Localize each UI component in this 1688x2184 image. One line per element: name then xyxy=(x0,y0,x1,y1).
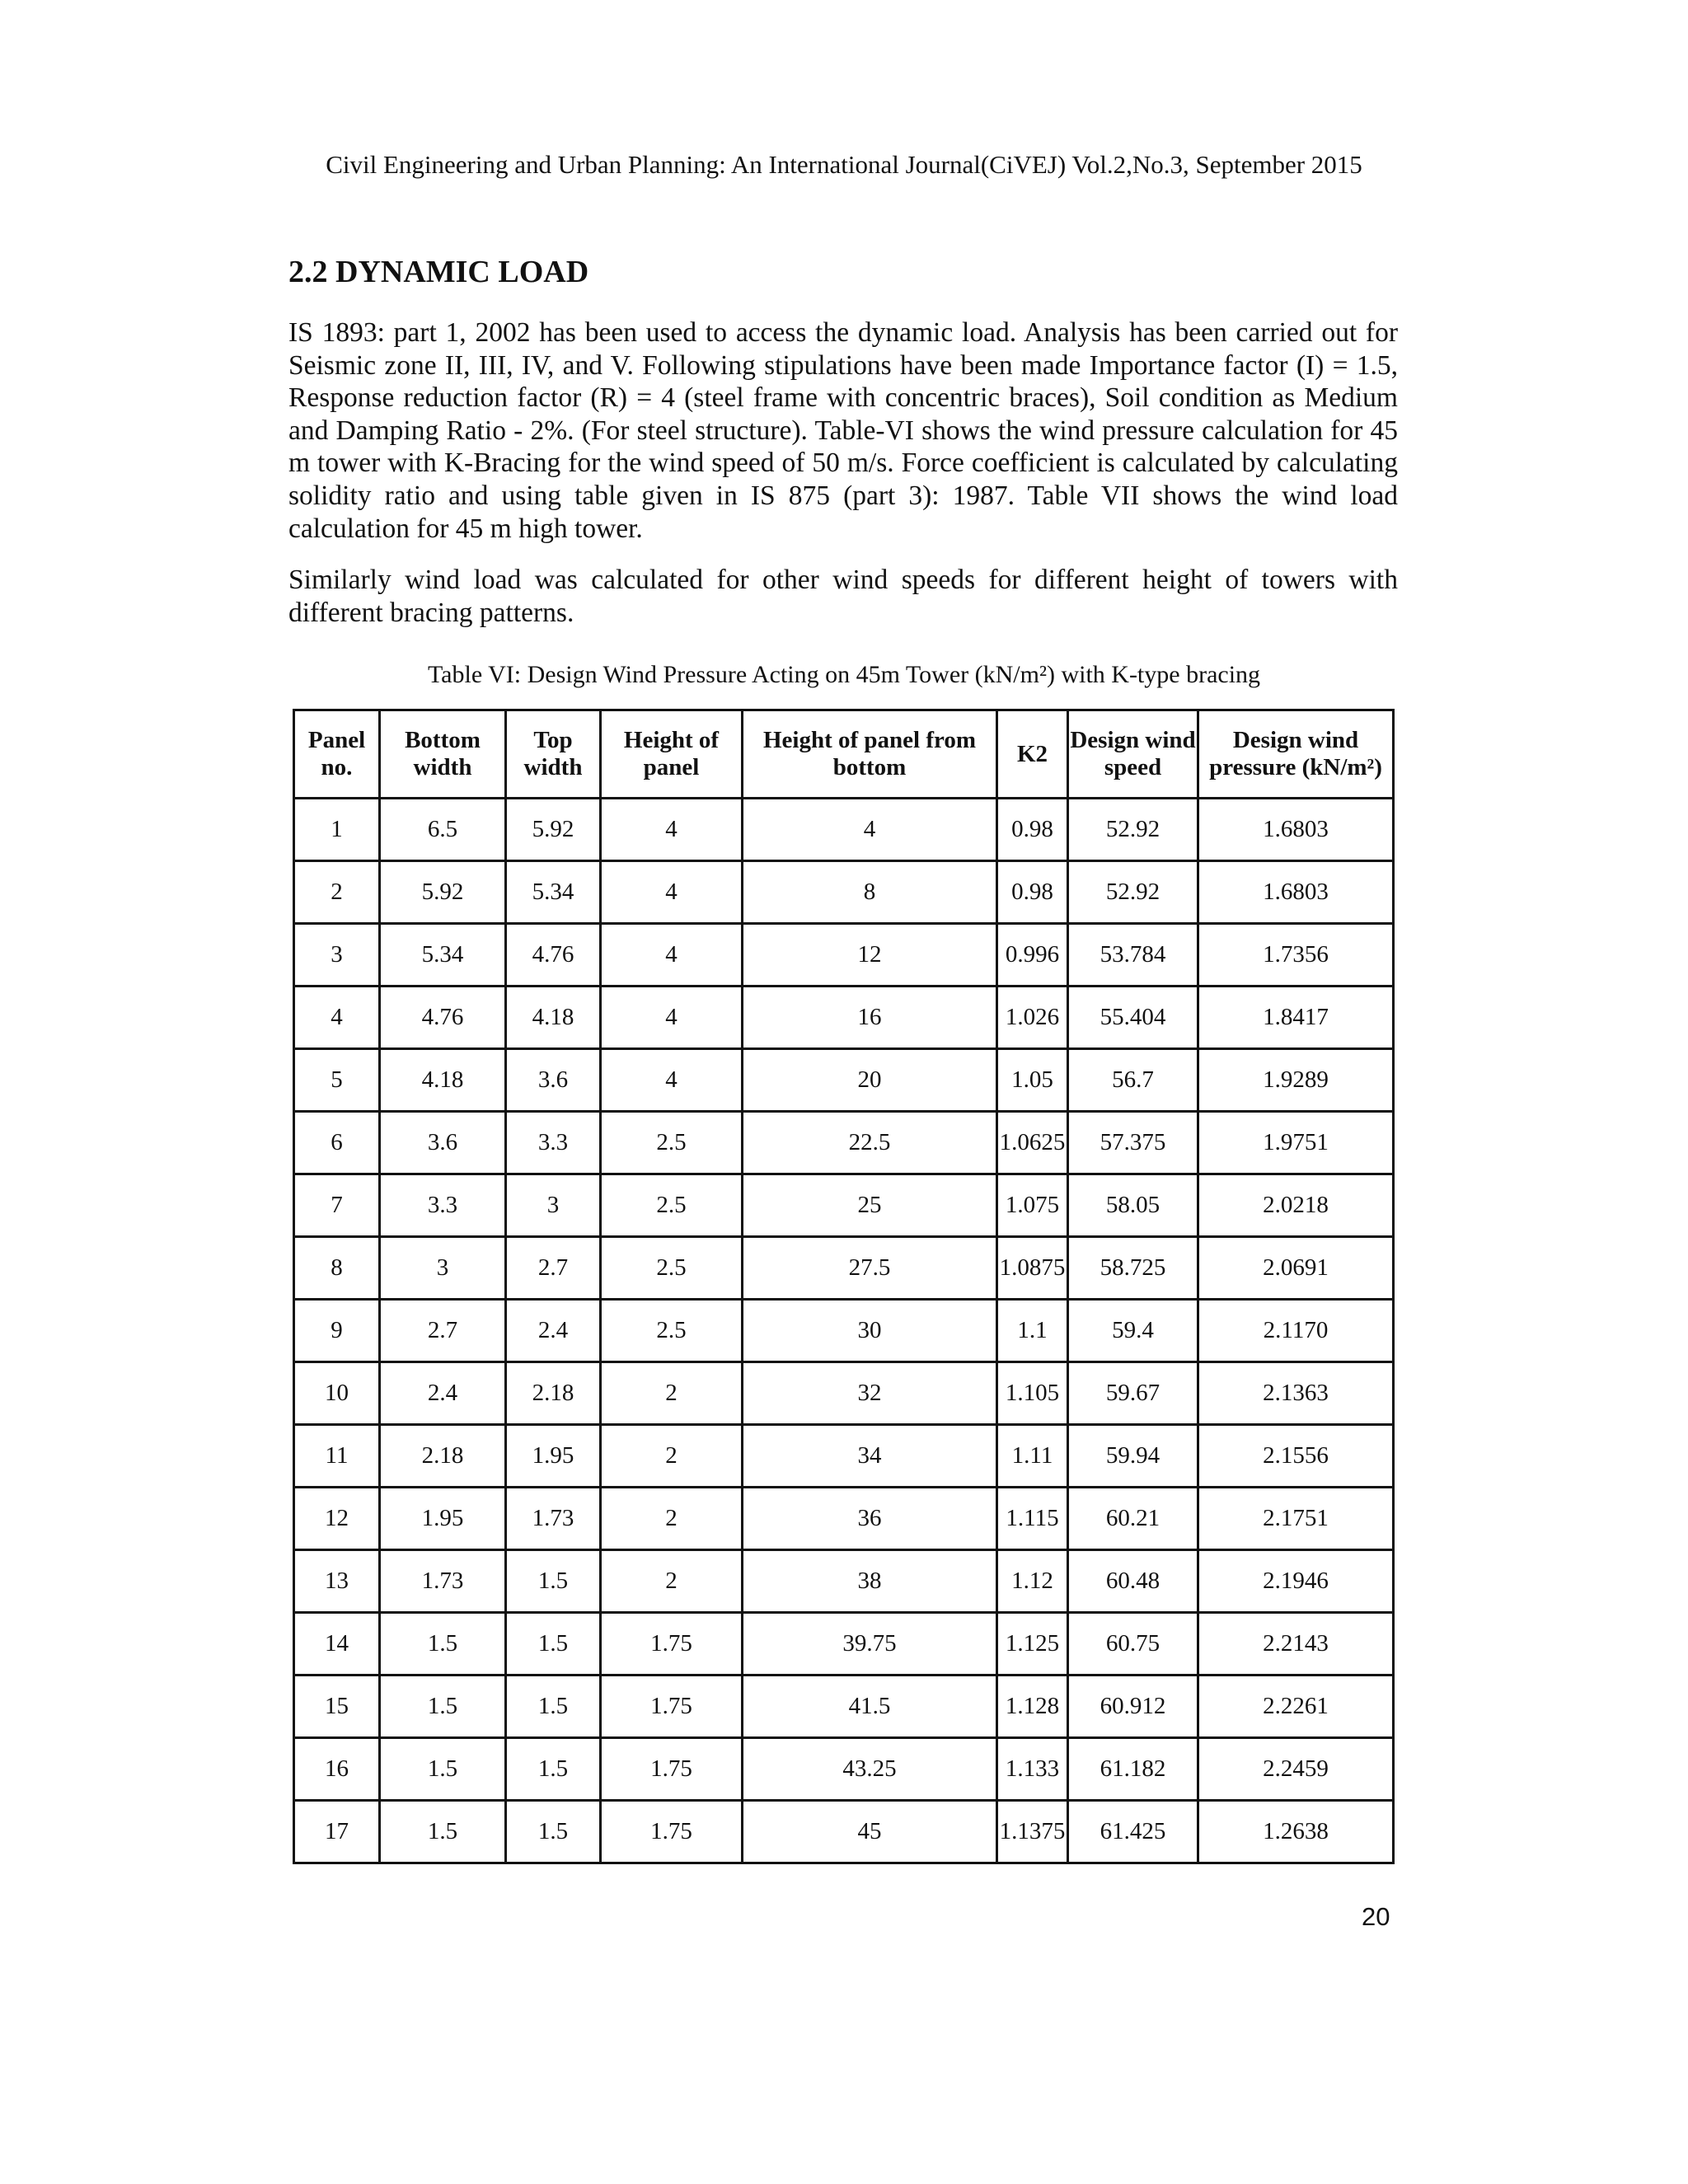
cell-height-of-panel: 2 xyxy=(601,1362,743,1425)
header-design-wind-speed: Design wind speed xyxy=(1068,710,1198,799)
cell-panel-no: 1 xyxy=(294,799,380,861)
cell-k2: 0.98 xyxy=(997,861,1068,924)
cell-top-width: 5.92 xyxy=(506,799,601,861)
table-row xyxy=(294,924,1394,987)
cell-k2: 1.11 xyxy=(997,1425,1068,1488)
header-bottom-width: Bottom width xyxy=(380,710,506,799)
cell-panel-no: 10 xyxy=(294,1362,380,1425)
header-design-wind-pressure: Design wind pressure (kN/m²) xyxy=(1198,710,1394,799)
cell-height-of-panel: 1.75 xyxy=(601,1801,743,1863)
cell-k2: 0.98 xyxy=(997,799,1068,861)
cell-height-of-panel: 4 xyxy=(601,924,743,987)
cell-design-wind-speed: 52.92 xyxy=(1068,861,1198,924)
cell-height-from-bottom: 16 xyxy=(743,987,997,1049)
cell-height-of-panel: 4 xyxy=(601,987,743,1049)
cell-height-from-bottom: 12 xyxy=(743,924,997,987)
cell-k2: 1.0875 xyxy=(997,1237,1068,1300)
cell-design-wind-speed: 56.7 xyxy=(1068,1049,1198,1112)
cell-panel-no: 12 xyxy=(294,1488,380,1550)
table-row xyxy=(294,1613,1394,1675)
cell-bottom-width: 1.5 xyxy=(380,1801,506,1863)
cell-height-of-panel: 2.5 xyxy=(601,1300,743,1362)
cell-top-width: 1.95 xyxy=(506,1425,601,1488)
cell-top-width: 1.5 xyxy=(506,1613,601,1675)
cell-bottom-width: 1.95 xyxy=(380,1488,506,1550)
cell-bottom-width: 2.7 xyxy=(380,1300,506,1362)
cell-bottom-width: 5.92 xyxy=(380,861,506,924)
cell-k2: 1.05 xyxy=(997,1049,1068,1112)
cell-bottom-width: 1.5 xyxy=(380,1613,506,1675)
cell-bottom-width: 5.34 xyxy=(380,924,506,987)
cell-design-wind-pressure: 1.6803 xyxy=(1198,861,1394,924)
header-k2: K2 xyxy=(997,710,1068,799)
table-row xyxy=(294,1112,1394,1174)
cell-height-from-bottom: 34 xyxy=(743,1425,997,1488)
table-body xyxy=(294,799,1394,1863)
cell-design-wind-pressure: 1.2638 xyxy=(1198,1801,1394,1863)
cell-top-width: 1.5 xyxy=(506,1675,601,1738)
cell-height-from-bottom: 8 xyxy=(743,861,997,924)
cell-k2: 1.12 xyxy=(997,1550,1068,1613)
cell-height-of-panel: 2 xyxy=(601,1488,743,1550)
table-row xyxy=(294,799,1394,861)
cell-top-width: 5.34 xyxy=(506,861,601,924)
cell-top-width: 3.6 xyxy=(506,1049,601,1112)
cell-panel-no: 6 xyxy=(294,1112,380,1174)
cell-height-from-bottom: 41.5 xyxy=(743,1675,997,1738)
table-row xyxy=(294,1049,1394,1112)
cell-design-wind-pressure: 2.1363 xyxy=(1198,1362,1394,1425)
cell-top-width: 1.5 xyxy=(506,1801,601,1863)
cell-design-wind-pressure: 2.2261 xyxy=(1198,1675,1394,1738)
cell-design-wind-speed: 59.4 xyxy=(1068,1300,1198,1362)
cell-top-width: 2.18 xyxy=(506,1362,601,1425)
cell-bottom-width: 3.3 xyxy=(380,1174,506,1237)
cell-height-from-bottom: 38 xyxy=(743,1550,997,1613)
cell-design-wind-speed: 59.94 xyxy=(1068,1425,1198,1488)
cell-k2: 1.075 xyxy=(997,1174,1068,1237)
cell-panel-no: 2 xyxy=(294,861,380,924)
cell-design-wind-speed: 58.05 xyxy=(1068,1174,1198,1237)
cell-bottom-width: 3 xyxy=(380,1237,506,1300)
table-row xyxy=(294,1237,1394,1300)
cell-design-wind-pressure: 1.7356 xyxy=(1198,924,1394,987)
page-number: 20 xyxy=(1362,1902,1390,1931)
cell-k2: 1.026 xyxy=(997,987,1068,1049)
cell-bottom-width: 3.6 xyxy=(380,1112,506,1174)
cell-design-wind-speed: 60.75 xyxy=(1068,1613,1198,1675)
cell-top-width: 3 xyxy=(506,1174,601,1237)
table-row xyxy=(294,1488,1394,1550)
cell-top-width: 3.3 xyxy=(506,1112,601,1174)
cell-height-from-bottom: 45 xyxy=(743,1801,997,1863)
cell-panel-no: 13 xyxy=(294,1550,380,1613)
running-header: Civil Engineering and Urban Planning: An International Journal(CiVEJ) Vol.2,No.3, September 2015 xyxy=(326,150,1362,179)
table-row xyxy=(294,1300,1394,1362)
wind-pressure-table xyxy=(293,709,1395,1864)
cell-panel-no: 16 xyxy=(294,1738,380,1801)
cell-k2: 1.128 xyxy=(997,1675,1068,1738)
cell-k2: 1.133 xyxy=(997,1738,1068,1801)
cell-k2: 1.125 xyxy=(997,1613,1068,1675)
cell-design-wind-pressure: 1.9751 xyxy=(1198,1112,1394,1174)
cell-panel-no: 7 xyxy=(294,1174,380,1237)
cell-design-wind-pressure: 2.0691 xyxy=(1198,1237,1394,1300)
cell-design-wind-speed: 61.425 xyxy=(1068,1801,1198,1863)
cell-design-wind-speed: 52.92 xyxy=(1068,799,1198,861)
cell-top-width: 1.5 xyxy=(506,1738,601,1801)
body-paragraph: IS 1893: part 1, 2002 has been used to access the dynamic load. Analysis has been carried out for Seismic zone II, III, IV, and V. Following stipulations have been made Importance factor (I) = 1.5, Response reduction factor (R) = 4 (steel frame with concentric braces), Soil condition as Medium and Damping Ratio - 2%. (For steel structure). Table-VI shows the wind pressure calculation for 45 m tower with K-Bracing for the wind speed of 50 m/s. Force coefficient is calculated by calculating solidity ratio and using table given in IS 875 (part 3): 1987. Table VII shows the wind load calculation for 45 m high tower. xyxy=(288,317,1398,544)
cell-design-wind-speed: 60.912 xyxy=(1068,1675,1198,1738)
cell-k2: 0.996 xyxy=(997,924,1068,987)
table-row xyxy=(294,1675,1394,1738)
cell-design-wind-pressure: 2.1556 xyxy=(1198,1425,1394,1488)
cell-bottom-width: 4.76 xyxy=(380,987,506,1049)
table-row xyxy=(294,1801,1394,1863)
cell-design-wind-pressure: 2.1946 xyxy=(1198,1550,1394,1613)
header-top-width: Top width xyxy=(506,710,601,799)
cell-design-wind-speed: 55.404 xyxy=(1068,987,1198,1049)
cell-top-width: 2.4 xyxy=(506,1300,601,1362)
cell-height-from-bottom: 27.5 xyxy=(743,1237,997,1300)
cell-design-wind-speed: 60.48 xyxy=(1068,1550,1198,1613)
cell-height-of-panel: 2 xyxy=(601,1425,743,1488)
cell-panel-no: 8 xyxy=(294,1237,380,1300)
table-row xyxy=(294,1425,1394,1488)
cell-panel-no: 4 xyxy=(294,987,380,1049)
cell-height-of-panel: 2.5 xyxy=(601,1237,743,1300)
cell-design-wind-pressure: 1.8417 xyxy=(1198,987,1394,1049)
cell-height-from-bottom: 30 xyxy=(743,1300,997,1362)
cell-panel-no: 17 xyxy=(294,1801,380,1863)
cell-k2: 1.1 xyxy=(997,1300,1068,1362)
cell-height-from-bottom: 4 xyxy=(743,799,997,861)
cell-design-wind-speed: 58.725 xyxy=(1068,1237,1198,1300)
table-row xyxy=(294,987,1394,1049)
cell-height-of-panel: 1.75 xyxy=(601,1738,743,1801)
cell-bottom-width: 2.4 xyxy=(380,1362,506,1425)
header-height-of-panel: Height of panel xyxy=(601,710,743,799)
cell-design-wind-pressure: 2.0218 xyxy=(1198,1174,1394,1237)
cell-height-of-panel: 4 xyxy=(601,861,743,924)
header-height-from-bottom: Height of panel from bottom xyxy=(743,710,997,799)
section-title: 2.2 DYNAMIC LOAD xyxy=(288,255,589,289)
cell-height-from-bottom: 39.75 xyxy=(743,1613,997,1675)
cell-design-wind-speed: 53.784 xyxy=(1068,924,1198,987)
cell-top-width: 4.18 xyxy=(506,987,601,1049)
cell-design-wind-speed: 60.21 xyxy=(1068,1488,1198,1550)
cell-panel-no: 11 xyxy=(294,1425,380,1488)
cell-design-wind-speed: 59.67 xyxy=(1068,1362,1198,1425)
cell-design-wind-pressure: 2.1170 xyxy=(1198,1300,1394,1362)
cell-height-from-bottom: 43.25 xyxy=(743,1738,997,1801)
cell-design-wind-pressure: 2.2459 xyxy=(1198,1738,1394,1801)
cell-bottom-width: 6.5 xyxy=(380,799,506,861)
cell-k2: 1.1375 xyxy=(997,1801,1068,1863)
cell-bottom-width: 4.18 xyxy=(380,1049,506,1112)
cell-bottom-width: 1.5 xyxy=(380,1675,506,1738)
cell-bottom-width: 1.5 xyxy=(380,1738,506,1801)
cell-height-of-panel: 1.75 xyxy=(601,1675,743,1738)
cell-height-of-panel: 2.5 xyxy=(601,1174,743,1237)
body-paragraph: Similarly wind load was calculated for other wind speeds for different height of towers with different bracing patterns. xyxy=(288,565,1398,628)
header-panel-no: Panel no. xyxy=(294,710,380,799)
cell-design-wind-pressure: 1.6803 xyxy=(1198,799,1394,861)
cell-top-width: 4.76 xyxy=(506,924,601,987)
cell-design-wind-pressure: 1.9289 xyxy=(1198,1049,1394,1112)
cell-top-width: 1.73 xyxy=(506,1488,601,1550)
cell-bottom-width: 2.18 xyxy=(380,1425,506,1488)
cell-height-of-panel: 4 xyxy=(601,1049,743,1112)
cell-height-from-bottom: 22.5 xyxy=(743,1112,997,1174)
cell-panel-no: 14 xyxy=(294,1613,380,1675)
table-row xyxy=(294,1550,1394,1613)
cell-k2: 1.115 xyxy=(997,1488,1068,1550)
cell-height-from-bottom: 32 xyxy=(743,1362,997,1425)
cell-height-from-bottom: 25 xyxy=(743,1174,997,1237)
table-row xyxy=(294,1362,1394,1425)
cell-height-from-bottom: 36 xyxy=(743,1488,997,1550)
table-row xyxy=(294,1174,1394,1237)
cell-height-of-panel: 2 xyxy=(601,1550,743,1613)
cell-top-width: 2.7 xyxy=(506,1237,601,1300)
cell-k2: 1.0625 xyxy=(997,1112,1068,1174)
cell-height-of-panel: 1.75 xyxy=(601,1613,743,1675)
cell-panel-no: 9 xyxy=(294,1300,380,1362)
cell-top-width: 1.5 xyxy=(506,1550,601,1613)
cell-height-of-panel: 4 xyxy=(601,799,743,861)
cell-design-wind-speed: 61.182 xyxy=(1068,1738,1198,1801)
cell-design-wind-speed: 57.375 xyxy=(1068,1112,1198,1174)
cell-height-of-panel: 2.5 xyxy=(601,1112,743,1174)
table-caption: Table VI: Design Wind Pressure Acting on 45m Tower (kN/m²) with K-type bracing xyxy=(427,661,1261,688)
cell-design-wind-pressure: 2.1751 xyxy=(1198,1488,1394,1550)
cell-bottom-width: 1.73 xyxy=(380,1550,506,1613)
cell-panel-no: 3 xyxy=(294,924,380,987)
cell-k2: 1.105 xyxy=(997,1362,1068,1425)
table-row xyxy=(294,1738,1394,1801)
cell-panel-no: 5 xyxy=(294,1049,380,1112)
cell-height-from-bottom: 20 xyxy=(743,1049,997,1112)
cell-design-wind-pressure: 2.2143 xyxy=(1198,1613,1394,1675)
table-header-row xyxy=(294,710,1394,799)
table-row xyxy=(294,861,1394,924)
cell-panel-no: 15 xyxy=(294,1675,380,1738)
